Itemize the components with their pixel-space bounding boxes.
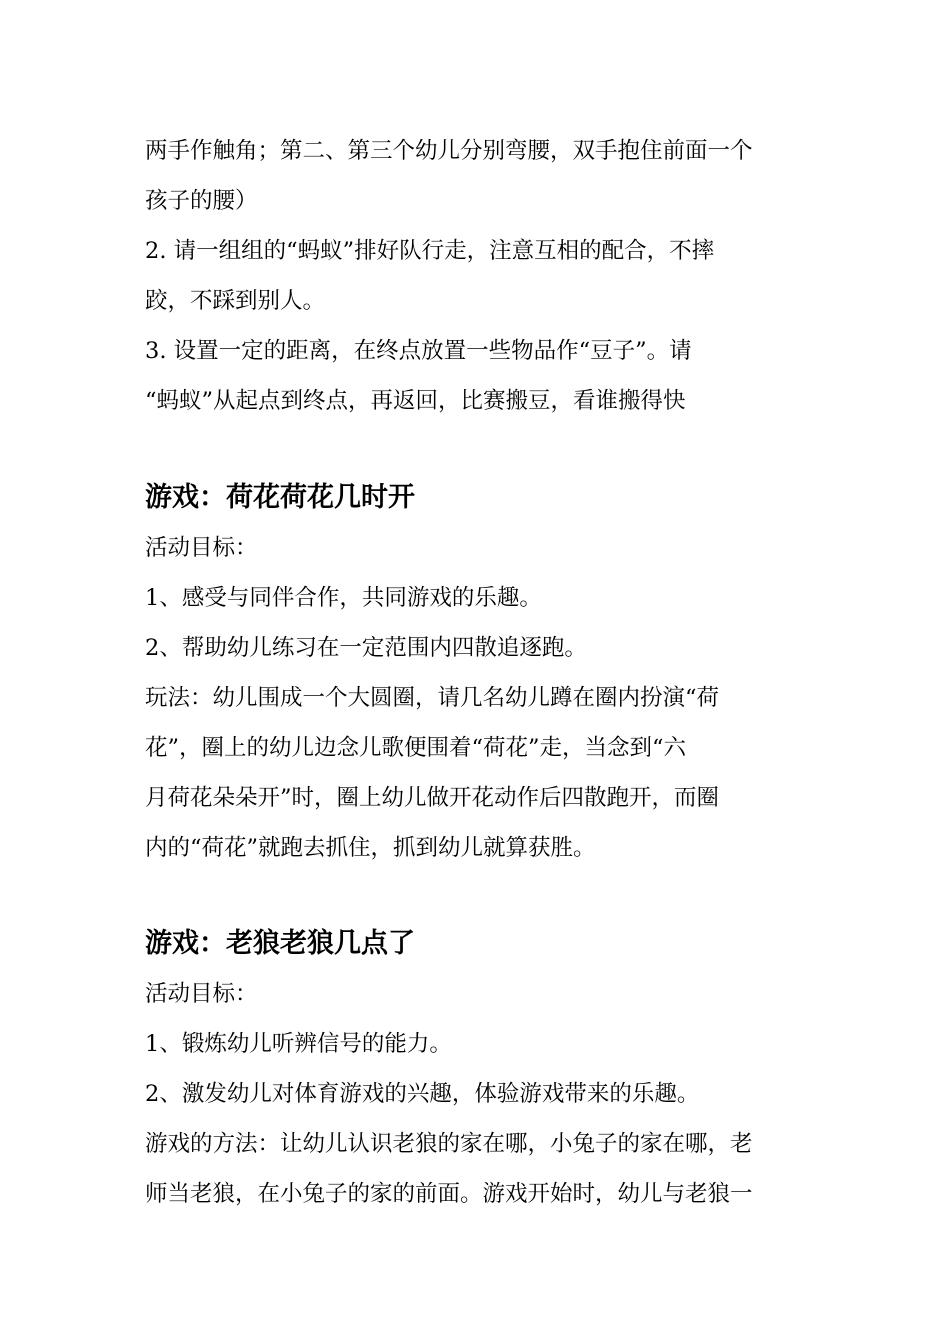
goal-item: 1、锻炼幼儿听辨信号的能力。	[145, 1031, 452, 1057]
spacer	[145, 426, 810, 473]
spacer	[145, 873, 810, 919]
method-line: 游戏的方法：让幼儿认识老狼的家在哪，小兔子的家在哪，老	[145, 1131, 753, 1157]
text-line: 2. 请一组组的“蚂蚁”排好队行走，注意互相的配合，不摔	[145, 238, 715, 264]
goal-item: 2、激发幼儿对体育游戏的兴趣，体验游戏带来的乐趣。	[145, 1081, 700, 1107]
goal-label: 活动目标：	[145, 981, 258, 1007]
goal-item: 2、帮助幼儿练习在一定范围内四散追逐跑。	[145, 635, 587, 661]
method-line: 师当老狼，在小兔子的家的前面。游戏开始时，幼儿与老狼一	[145, 1181, 753, 1207]
text-line: “蚂蚁”从起点到终点，再返回，比赛搬豆，看谁搬得快	[145, 388, 686, 414]
document-page	[145, 126, 810, 1219]
play-line: 花”，圈上的幼儿边念儿歌便围着“荷花”走，当念到“六	[145, 735, 687, 761]
play-line: 内的“荷花”就跑去抓住，抓到幼儿就算获胜。	[145, 835, 596, 861]
section-wolf-game	[145, 919, 810, 1219]
play-line: 月荷花朵朵开”时，圈上幼儿做开花动作后四散跑开，而圈	[145, 785, 720, 811]
text-line: 两手作触角；第二、第三个幼儿分别弯腰，双手抱住前面一个	[145, 138, 753, 164]
text-line: 跤，不踩到别人。	[145, 288, 326, 314]
goal-item: 1、感受与同伴合作，共同游戏的乐趣。	[145, 585, 542, 611]
section-lotus-game	[145, 473, 810, 873]
text-line: 3. 设置一定的距离，在终点放置一些物品作“豆子”。请	[145, 338, 692, 364]
text-line: 孩子的腰）	[145, 188, 258, 214]
goal-label: 活动目标：	[145, 535, 258, 561]
play-line: 玩法：幼儿围成一个大圆圈，请几名幼儿蹲在圈内扮演“荷	[145, 685, 720, 711]
intro-block	[145, 126, 810, 426]
section-heading: 游戏：荷花荷花几时开	[145, 482, 415, 513]
section-heading: 游戏：老狼老狼几点了	[145, 928, 415, 959]
